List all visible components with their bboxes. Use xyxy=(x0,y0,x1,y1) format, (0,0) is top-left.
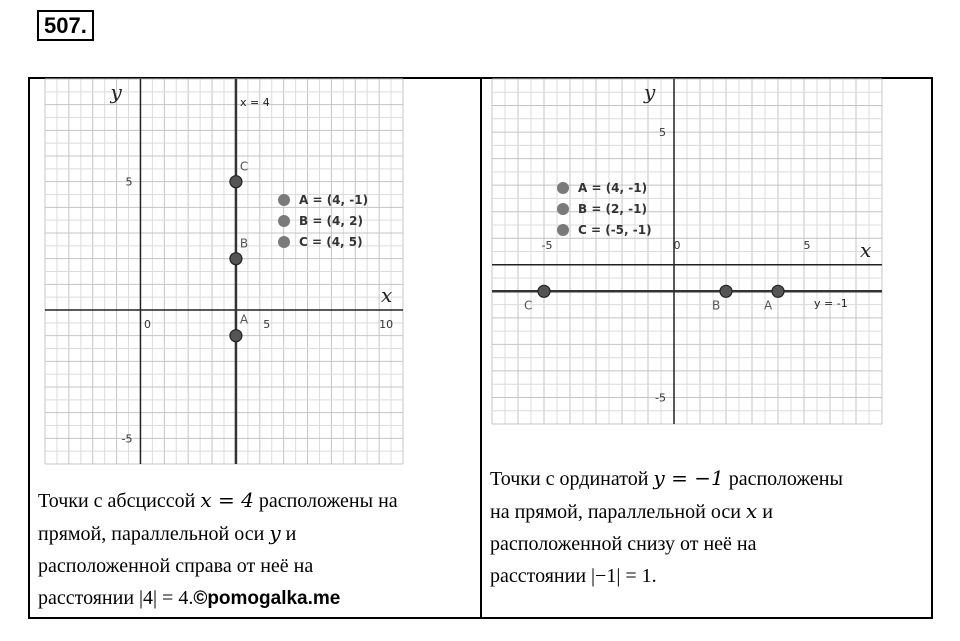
x-tick-label: 0 xyxy=(143,318,151,331)
legend-entry: C = (4, 5) xyxy=(299,235,363,249)
x-axis-name: x xyxy=(381,283,393,307)
right-caption-line-4: расстоянии |−1| = 1. xyxy=(490,565,657,587)
x-tick-label: 0 xyxy=(673,238,681,252)
watermark: ©pomogalka.me xyxy=(193,588,341,609)
right-caption-line-1: Точки с ординатой y = −1 расположены xyxy=(490,466,843,490)
x-tick-label: 5 xyxy=(803,238,811,252)
legend-marker xyxy=(557,182,569,194)
legend-marker xyxy=(278,236,290,248)
point-b xyxy=(720,285,732,297)
left-caption-line-3: расположенной справа от неё на xyxy=(38,555,314,577)
table-divider xyxy=(480,77,482,619)
point-a xyxy=(772,285,784,297)
point-label-b: B xyxy=(712,298,721,313)
left-caption-line-4: расстоянии |4| = 4.©pomogalka.me xyxy=(38,587,341,609)
right-graph xyxy=(492,79,882,424)
legend-entry: B = (2, -1) xyxy=(578,202,647,216)
y-axis-name: y xyxy=(644,80,656,104)
right-caption-line-2: на прямой, параллельной оси x и xyxy=(490,499,773,523)
x-tick-label: 5 xyxy=(263,318,271,331)
x-axis-name: x xyxy=(860,237,872,262)
point-c xyxy=(538,285,550,297)
point-label-c: C xyxy=(239,159,249,174)
right-caption-line-3: расположенной снизу от неё на xyxy=(490,533,757,555)
x-tick-label: 10 xyxy=(379,318,394,331)
legend-entry: C = (-5, -1) xyxy=(578,223,652,237)
legend-entry: A = (4, -1) xyxy=(578,181,648,195)
left-caption-line-2: прямой, параллельной оси y и xyxy=(38,521,297,545)
point-c xyxy=(230,176,242,188)
line-equation-label: x = 4 xyxy=(240,96,270,109)
left-caption-line-1: Точки с абсциссой x = 4 расположены на xyxy=(38,488,398,512)
point-label-b: B xyxy=(239,236,249,251)
left-graph xyxy=(45,79,403,464)
legend-marker xyxy=(557,203,569,215)
left-caption xyxy=(38,484,478,615)
y-tick-label: -5 xyxy=(121,432,133,446)
x-tick-label: -5 xyxy=(541,238,553,252)
legend-entry: B = (4, 2) xyxy=(299,214,363,228)
line-equation-label: y = -1 xyxy=(814,297,848,310)
point-label-c: C xyxy=(524,298,533,313)
legend-entry: A = (4, -1) xyxy=(299,193,369,207)
y-tick-label: -5 xyxy=(655,391,666,405)
exercise-number: 507. xyxy=(37,10,94,41)
right-caption xyxy=(490,462,920,592)
y-tick-label: 5 xyxy=(125,175,133,189)
legend-marker xyxy=(557,224,569,236)
point-b xyxy=(230,253,242,265)
y-tick-label: 5 xyxy=(659,126,666,140)
point-label-a: A xyxy=(764,298,773,313)
point-a xyxy=(230,330,242,342)
legend-marker xyxy=(278,194,290,206)
point-label-a: A xyxy=(239,312,249,327)
y-axis-name: y xyxy=(110,80,122,104)
legend-marker xyxy=(278,215,290,227)
